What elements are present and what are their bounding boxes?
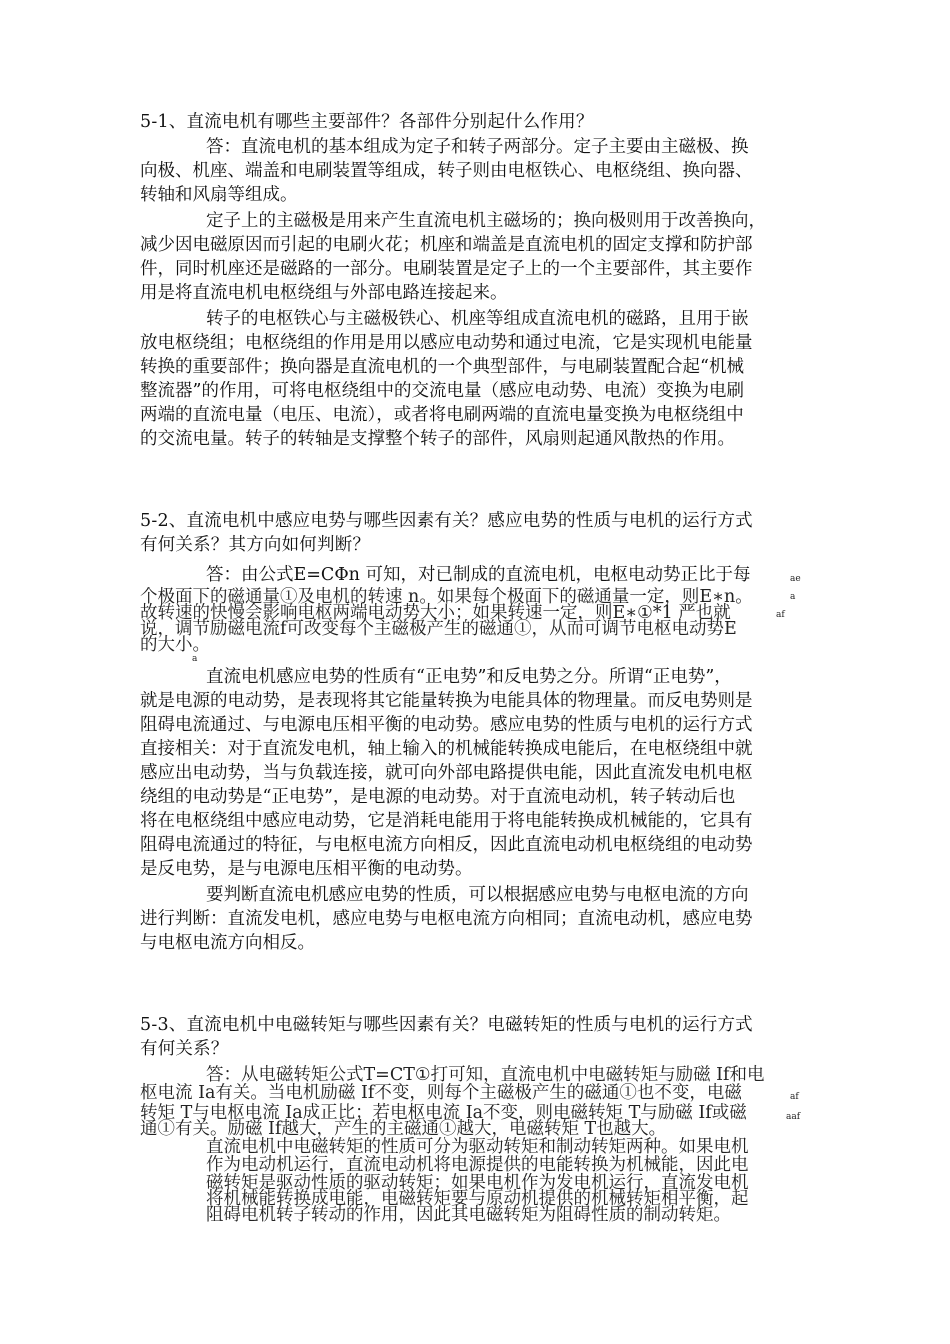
answer-line: 直流电机中电磁转矩的性质可分为驱动转矩和制动转矩两种。如果电机: [206, 1137, 749, 1157]
answer-line: 说，调节励磁电流f可改变每个主磁极产生的磁通①，从而可调节电枢电动势E: [140, 619, 737, 639]
answer-line: 件，同时机座还是磁路的一部分。电刷装置是定子上的一个主要部件，其主要作: [140, 259, 753, 279]
answer-line: 减少因电磁原因而引起的电刷火花；机座和端盖是直流电机的固定支撑和防护部: [140, 235, 753, 255]
question-5-3-cont: 有何关系？: [140, 1039, 229, 1059]
answer-line: 通①有关。励磁 If越大，产生的主磁通①越大，电磁转矩 T也越大。: [140, 1119, 667, 1139]
subscript: ae: [790, 574, 801, 584]
answer-line: 个极面下的磁通量①及电机的转速 n。如果每个极面下的磁通量一定，则E∗n。: [140, 587, 753, 607]
subscript: aaf: [786, 1112, 801, 1122]
answer-line: 进行判断：直流发电机，感应电势与电枢电流方向相同；直流电动机，感应电势: [140, 909, 753, 929]
answer-line: 转矩 T与电枢电流 Ia成正比；若电枢电流 Ia不变，则电磁转矩 T与励磁 If或磁: [140, 1103, 747, 1123]
question-5-2: 5-2、直流电机中感应电势与哪些因素有关？感应电势的性质与电机的运行方式: [140, 511, 753, 531]
answer-line: 要判断直流电机感应电势的性质，可以根据感应电势与电枢电流的方向: [206, 885, 749, 905]
subscript: a: [192, 654, 198, 664]
answer-line: 磁转矩是驱动性质的驱动转矩；如果电机作为发电机运行，直流发电机: [206, 1173, 749, 1193]
answer-line: 的交流电量。转子的转轴是支撑整个转子的部件，风扇则起通风散热的作用。: [140, 429, 735, 449]
answer-line: 放电枢绕组；电枢绕组的作用是用以感应电动势和通过电流，它是实现机电能量: [140, 333, 753, 353]
answer-line: 将机械能转换成电能，电磁转矩要与原动机提供的机械转矩相平衡，起: [206, 1189, 749, 1209]
question-5-3: 5-3、直流电机中电磁转矩与哪些因素有关？电磁转矩的性质与电机的运行方式: [140, 1015, 753, 1035]
answer-line: 答：由公式E=CΦn 可知，对已制成的直流电机，电枢电动势正比于每: [206, 565, 751, 585]
answer-line: 的大小。: [140, 635, 210, 655]
answer-line: 转换的重要部件；换向器是直流电机的一个典型部件，与电刷装置配合起“机械: [140, 357, 744, 377]
answer-line: 作为电动机运行，直流电动机将电源提供的电能转换为机械能，因此电: [206, 1155, 749, 1175]
answer-line: 答：直流电机的基本组成为定子和转子两部分。定子主要由主磁极、换: [206, 137, 749, 157]
answer-line: 与电枢电流方向相反。: [140, 933, 315, 953]
answer-line: 两端的直流电量（电压、电流），或者将电刷两端的直流电量变换为电枢绕组中: [140, 405, 744, 425]
answer-line: 转子的电枢铁心与主磁极铁心、机座等组成直流电机的磁路，且用于嵌: [206, 309, 749, 329]
answer-line: 向极、机座、端盖和电刷装置等组成，转子则由电枢铁心、电枢绕组、换向器、: [140, 161, 753, 181]
answer-line: 定子上的主磁极是用来产生直流电机主磁场的；换向极则用于改善换向，: [206, 211, 766, 231]
answer-line: 感应出电动势，当与负载连接，就可向外部电路提供电能，因此直流发电机电枢: [140, 763, 753, 783]
answer-line: 答：从电磁转矩公式T=CT①打可知，直流电机中电磁转矩与励磁 If和电: [206, 1065, 765, 1085]
answer-line: 将在电枢绕组中感应电动势，它是消耗电能用于将电能转换成机械能的，它具有: [140, 811, 753, 831]
answer-line: 直流电机感应电势的性质有“正电势”和反电势之分。所谓“正电势”，: [206, 667, 732, 687]
subscript: a: [790, 592, 796, 602]
question-5-2-cont: 有何关系？其方向如何判断？: [140, 535, 371, 555]
answer-line: 就是电源的电动势，是表现将其它能量转换为电能具体的物理量。而反电势则是: [140, 691, 753, 711]
answer-line: 用是将直流电机电枢绕组与外部电路连接起来。: [140, 283, 508, 303]
answer-line: 是反电势，是与电源电压相平衡的电动势。: [140, 859, 473, 879]
answer-line: 阻碍电机转子转动的作用，因此其电磁转矩为阻碍性质的制动转矩。: [206, 1205, 731, 1225]
answer-line: 转轴和风扇等组成。: [140, 185, 298, 205]
answer-line: 故转速的快慢会影响电枢两端电动势大小；如果转速一定，则E∗①*1 严也就: [140, 603, 731, 623]
subscript: af: [790, 1092, 799, 1102]
answer-line: 直接相关：对于直流发电机，轴上输入的机械能转换成电能后，在电枢绕组中就: [140, 739, 753, 759]
question-5-1: 5-1、直流电机有哪些主要部件？各部件分别起什么作用？: [140, 112, 594, 132]
answer-line: 整流器”的作用，可将电枢绕组中的交流电量（感应电动势、电流）变换为电刷: [140, 381, 744, 401]
answer-line: 枢电流 Ia有关。当电机励磁 If不变，则每个主磁极产生的磁通①也不变，电磁: [140, 1083, 742, 1103]
answer-line: 绕组的电动势是“正电势”，是电源的电动势。对于直流电动机，转子转动后也: [140, 787, 736, 807]
answer-line: 阻碍电流通过的特征，与电枢电流方向相反，因此直流电动机电枢绕组的电动势: [140, 835, 753, 855]
subscript: af: [776, 610, 785, 620]
answer-line: 阻碍电流通过、与电源电压相平衡的电动势。感应电势的性质与电机的运行方式: [140, 715, 753, 735]
